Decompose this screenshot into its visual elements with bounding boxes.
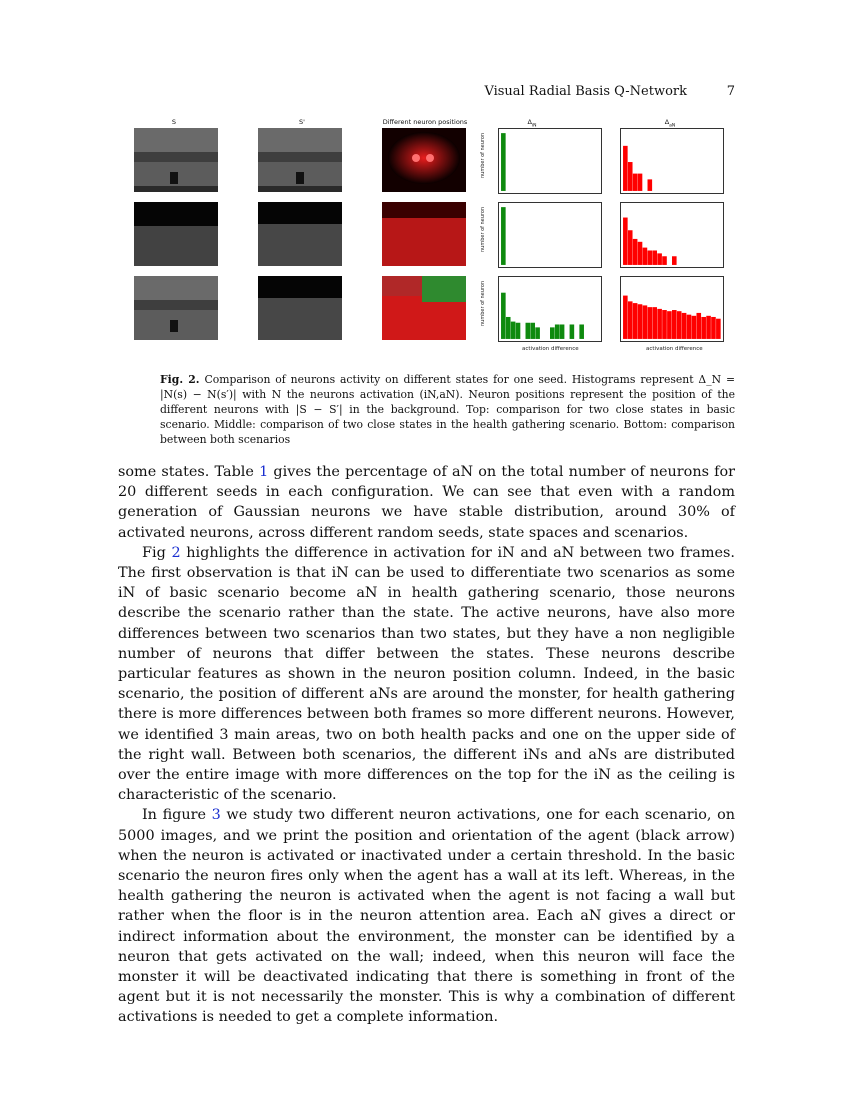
page-header <box>118 84 735 102</box>
hist-bar <box>633 303 638 339</box>
hist-bar <box>701 317 706 339</box>
paragraph-2 <box>118 543 735 806</box>
neuron-positions-row2 <box>382 202 466 266</box>
hist-bar <box>633 174 638 191</box>
hist-bar <box>511 322 516 339</box>
hist-an-top <box>620 128 724 194</box>
hist-bar <box>648 250 653 264</box>
paragraph-3-text-b: we study two different neuron activations, one for each scenario, on 5000 images, and we print the position and orientation of the agent (black arrow) when the neuron is activated or inactivated under a certain threshold. In the basic scenario the neuron fires only when the agent has a wall at its left. Whereas, in the health gathering the neuron is activated when the agent is not facing a wall but rather when the floor is in the neuron attention area. Each aN gives a direct or indirect information about the environment, the monster can be identified by a neuron that gets activated on the wall; indeed, when this neuron will face the monster it will be deactivated indicating that there is something in front of the agent but it is not necessarily the monster. This is why a combination of different activations is needed to get a complete information. <box>118 807 735 1026</box>
hist-bar <box>648 307 653 339</box>
hist-bar <box>652 307 657 339</box>
hist-bar <box>530 323 535 339</box>
hist-in-top <box>498 128 602 194</box>
frame-s-row1 <box>134 128 218 192</box>
hist-bar <box>662 310 667 339</box>
hist-bar <box>692 316 697 339</box>
table-ref-link[interactable]: 1 <box>259 464 269 480</box>
figure-2 <box>130 116 730 356</box>
hist-bar <box>501 133 506 191</box>
hist-bar <box>687 315 692 339</box>
hist-an-bottom <box>620 276 724 342</box>
hist-bar <box>657 309 662 339</box>
hist-bar <box>501 207 506 265</box>
hist-bar <box>662 256 667 265</box>
frame-s-row3 <box>134 276 218 340</box>
hist-bar <box>623 296 628 339</box>
hist-an-middle <box>620 202 724 268</box>
hist-bar <box>672 256 677 265</box>
hist-bar <box>643 248 648 265</box>
column-title-s: S <box>171 118 177 126</box>
paragraph-1-text-b: gives the percentage of aN on the total number of neurons for 20 different seeds in each configuration. We can see that even with a random generation of Gaussian neurons we have stable distribution, around 30% of activated neurons, across different random seeds, state spaces and scenarios. <box>118 464 735 541</box>
hist-in-bottom <box>498 276 602 342</box>
hist-bar <box>638 304 643 339</box>
hist-bar <box>623 218 628 265</box>
hist-bar <box>506 317 511 339</box>
hist-bar <box>535 327 540 339</box>
frame-s-row2 <box>134 202 218 266</box>
hist-bar <box>652 250 657 264</box>
paragraph-1 <box>118 462 735 543</box>
hist-bar <box>657 253 662 265</box>
hist-bar <box>706 316 711 339</box>
neuron-positions-row1 <box>382 128 466 192</box>
hist-bar <box>643 305 648 339</box>
paragraph-2-text-b: highlights the difference in activation for iN and aN between two frames. The first observation is that iN can be used to differentiate two scenarios as some iN of basic scenario become aN in health gathering scenario, those neurons describe the scenario rather than the state. The active neurons, have also more differences between two scenarios than two states, but they have a non negligible number of neurons that differ between the states. These neurons describe particular features as shown in the neuron position column. Indeed, in the basic scenario, the position of different aNs are around the monster, for health gathering there is more differences between both frames so more different neurons. However, we identified 3 main areas, two on both health packs and one on the upper side of the right wall. Between both scenarios, the different iNs and aNs are distributed over the entire image with more differences on the top for the iN as the ceiling is characteristic of the scenario. <box>118 544 735 804</box>
column-title-neuron-positions: Different neuron positions <box>382 118 468 126</box>
figure-3-ref-link[interactable]: 3 <box>211 807 221 824</box>
hist-bar <box>682 313 687 339</box>
hist-bar <box>579 324 584 338</box>
column-title-s-prime: S' <box>299 118 305 126</box>
figure-2-ref-link[interactable]: 2 <box>171 544 181 561</box>
page-number: 7 <box>726 84 735 99</box>
hist-bar <box>628 162 633 191</box>
hist-bar <box>696 313 701 339</box>
hist-ylabel-top: number of neuron <box>480 132 486 178</box>
hist-bar <box>501 293 506 339</box>
frame-s-prime-row1 <box>258 128 342 192</box>
hist-bar <box>623 146 628 191</box>
column-title-delta-an: $\Delta_{aN}$ <box>664 118 676 129</box>
hist-xlabel-in: activation difference <box>522 346 579 352</box>
hist-bar <box>550 327 555 339</box>
hist-ylabel-middle: number of neuron <box>480 206 486 252</box>
frame-s-prime-row2 <box>258 202 342 266</box>
body-text <box>118 462 735 1028</box>
hist-bar <box>677 311 682 339</box>
hist-xlabel-an: activation difference <box>646 346 703 352</box>
hist-bar <box>638 242 643 265</box>
hist-bar <box>672 310 677 339</box>
neuron-positions-row3 <box>382 276 466 340</box>
caption-text: Comparison of neurons activity on different states for one seed. Histograms represent Δ_N = |N(s) − N(s′)| with N the neurons activation (iN,aN). Neuron positions represent the position of the different neurons with |S − S′| in the background. Top: comparison for two close states in basic scenario. Middle: comparison of two close states in the health gathering scenario. Bottom: comparison between both scenarios <box>160 373 735 446</box>
paragraph-3 <box>118 805 735 1027</box>
running-title: Visual Radial Basis Q-Network <box>484 84 687 99</box>
caption-label: Fig. 2. <box>160 373 200 386</box>
hist-bar <box>667 311 672 339</box>
hist-bar <box>628 301 633 339</box>
paragraph-2-text-a: Fig <box>142 544 172 561</box>
hist-bar <box>526 323 531 339</box>
hist-in-middle <box>498 202 602 268</box>
hist-bar <box>638 174 643 191</box>
hist-ylabel-bottom: number of neuron <box>480 280 486 326</box>
hist-bar <box>555 324 560 338</box>
frame-s-prime-row3 <box>258 276 342 340</box>
hist-bar <box>648 179 653 191</box>
paragraph-1-text-a: some states. Table <box>118 464 260 480</box>
hist-bar <box>716 319 721 339</box>
hist-bar <box>711 317 716 339</box>
column-title-delta-in: $\Delta_{iN}$ <box>527 118 537 129</box>
hist-bar <box>570 324 575 338</box>
hist-bar <box>516 323 521 339</box>
hist-bar <box>560 324 565 338</box>
figure-caption <box>160 372 735 447</box>
paragraph-3-text-a: In figure <box>142 807 212 824</box>
hist-bar <box>633 239 638 265</box>
hist-bar <box>628 230 633 265</box>
